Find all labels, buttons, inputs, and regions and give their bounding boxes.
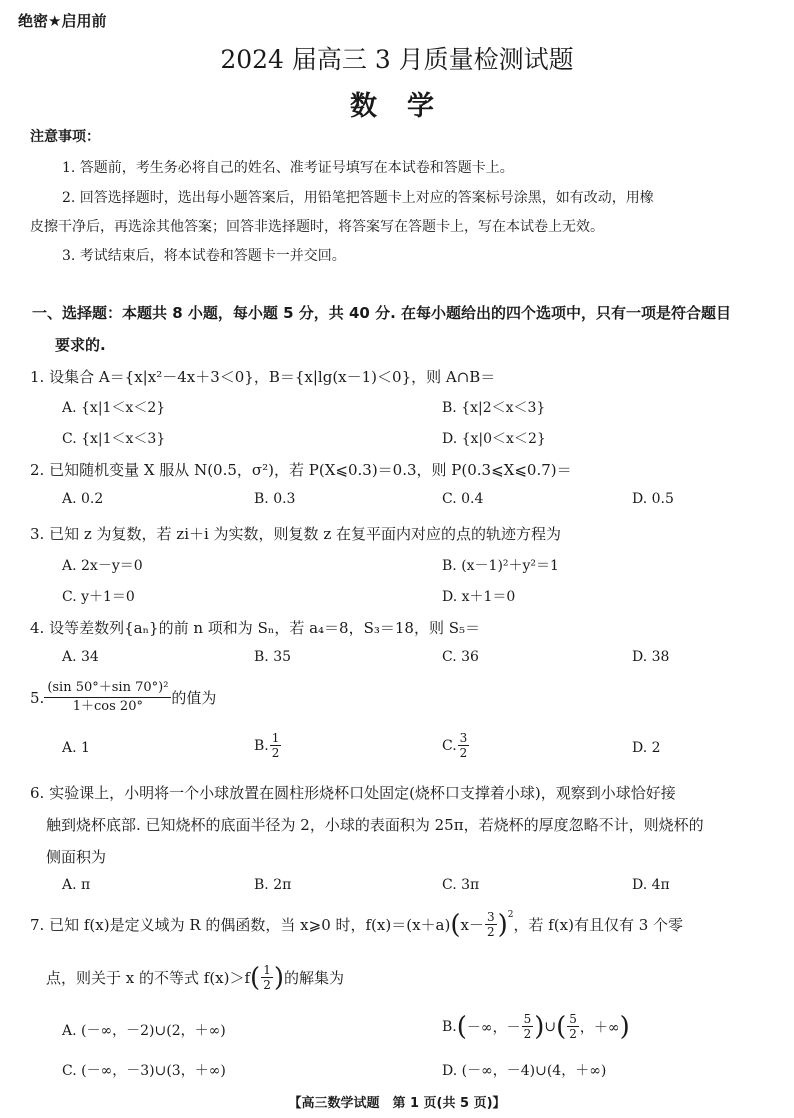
q1-option-d: D. {x|0＜x＜2} — [442, 431, 546, 447]
q6-option-b: B. 2π — [254, 877, 292, 893]
q5-option-d: D. 2 — [632, 740, 661, 756]
q5-b-num: 1 — [271, 731, 280, 745]
q7-left-paren: ( — [450, 909, 461, 940]
q7-right-paren: ) — [497, 909, 508, 940]
q7-b-part2: ，＋∞ — [579, 1019, 620, 1036]
q7-fraction-1-2 — [261, 963, 273, 992]
q5-number: 5. — [30, 688, 45, 707]
q6-option-d: D. 4π — [632, 877, 670, 893]
q5-fraction — [44, 679, 171, 716]
q7-b-den1: 2 — [523, 1027, 532, 1041]
q7-line1-a: 7. 已知 f(x)是定义域为 R 的偶函数，当 x⩾0 时，f(x)＝(x＋a) — [30, 916, 451, 934]
q5-numerator: (sin 50°＋sin 70°)² — [44, 679, 171, 698]
q7-b-frac-1 — [522, 1012, 534, 1041]
subject-title: 数学 — [350, 91, 464, 122]
q7-b-paren-1: ( — [456, 1011, 467, 1042]
q7-line1-inner: x－ — [460, 916, 484, 934]
q4-option-b: B. 35 — [254, 649, 292, 665]
q4-option-a: A. 34 — [62, 649, 99, 665]
question-6-line-2: 触到烧杯底部. 已知烧杯的底面半径为 2，小球的表面积为 25π，若烧杯的厚度忽略不计，则烧杯的 — [46, 816, 704, 834]
question-2-stem: 2. 已知随机变量 X 服从 N(0.5，σ²)，若 P(X⩽0.3)＝0.3，则 P(0.3⩽X⩽0.7)＝ — [30, 461, 572, 479]
q7-paren-r2: ) — [273, 962, 284, 993]
notice-item-1: 1. 答题前，考生务必将自己的姓名、准考证号填写在本试卷和答题卡上。 — [62, 160, 514, 176]
q5-c-num: 3 — [459, 731, 468, 745]
question-7-line-2 — [46, 963, 344, 992]
q7-option-a: A. (－∞，－2)∪(2，＋∞) — [62, 1023, 226, 1039]
q7-b-paren-3: ( — [556, 1011, 567, 1042]
q4-option-c: C. 36 — [442, 649, 479, 665]
q7-b-num2: 5 — [569, 1012, 577, 1026]
question-6-line-1: 6. 实验课上，小明将一个小球放置在圆柱形烧杯口处固定(烧杯口支撑着小球)，观察到小球恰好接 — [30, 784, 676, 802]
q2-option-c: C. 0.4 — [442, 491, 484, 507]
q7-b-part1: －∞，－ — [466, 1019, 521, 1036]
q7-f1-num: 3 — [486, 910, 495, 924]
question-7-line-1: 7. 已知 f(x)是定义域为 R 的偶函数，当 x⩾0 时，f(x)＝(x＋a) ( x－ $\frac{3}{2}$ ) $^2$ ，若 f(x)有且仅有 3 个零 — [30, 909, 684, 940]
q1-option-c: C. {x|1＜x＜3} — [62, 431, 166, 447]
notice-item-2a: 2. 回答选择题时，选出每小题答案后，用铅笔把答题卡上对应的答案标号涂黑，如有改动，用橡 — [62, 190, 654, 206]
notice-item-3: 3. 考试结束后，将本试卷和答题卡一并交回。 — [62, 248, 346, 264]
q5-denominator: 1＋cos 20° — [72, 699, 143, 714]
q5-c-den: 2 — [459, 746, 468, 760]
q7-b-paren-2: ) — [534, 1011, 545, 1042]
q6-option-c: C. 3π — [442, 877, 480, 893]
q7-option-d: D. (－∞，－4)∪(4，＋∞) — [442, 1063, 607, 1079]
page-footer: 【高三数学试题 第 1 页(共 5 页)】 — [288, 1096, 506, 1111]
q5-option-c-fraction — [458, 731, 470, 760]
q7-line2-a: 点，则关于 x 的不等式 f(x)＞f — [46, 969, 251, 987]
q7-option-c: C. (－∞，－3)∪(3，＋∞) — [62, 1063, 226, 1079]
q7-f2-num: 1 — [263, 963, 271, 977]
confidential-label: 绝密★启用前 — [18, 12, 107, 30]
q5-option-a: A. 1 — [62, 740, 90, 756]
notice-heading: 注意事项： — [30, 129, 100, 145]
q2-option-d: D. 0.5 — [632, 491, 674, 507]
q7-b-union: ∪ — [544, 1018, 557, 1035]
q7-b-prefix: B. — [442, 1018, 457, 1035]
question-6-line-3: 侧面积为 — [46, 848, 107, 866]
q5-option-b — [254, 731, 282, 760]
q7-f2-den: 2 — [263, 978, 271, 992]
q7-fraction-3-2 — [485, 910, 497, 939]
notice-item-2b: 皮擦干净后，再选涂其他答案；回答非选择题时，将答案写在答题卡上，写在本试卷上无效。 — [30, 219, 604, 235]
q3-option-d: D. x＋1＝0 — [442, 589, 516, 605]
q6-option-a: A. π — [62, 877, 91, 893]
q7-b-frac-2 — [567, 1012, 579, 1041]
section-heading: 一、选择题：本题共 8 小题，每小题 5 分，共 40 分. 在每小题给出的四个选项中，只有一项是符合题目 — [32, 304, 732, 322]
q7-paren-l2: ( — [250, 962, 261, 993]
q7-line1-c: ，若 f(x)有且仅有 3 个零 — [513, 916, 684, 934]
q7-b-paren-4: ) — [619, 1011, 630, 1042]
q1-option-a: A. {x|1＜x＜2} — [62, 400, 166, 416]
q7-b-num1: 5 — [523, 1012, 532, 1026]
q5-option-c — [442, 731, 470, 760]
q3-option-b: B. (x－1)²＋y²＝1 — [442, 558, 559, 574]
q5-option-b-prefix: B. — [254, 737, 269, 754]
q1-option-b: B. {x|2＜x＜3} — [442, 400, 546, 416]
q5-option-c-prefix: C. — [442, 737, 457, 754]
q4-option-d: D. 38 — [632, 649, 670, 665]
q2-option-b: B. 0.3 — [254, 491, 296, 507]
exam-title: 2024 届高三 3 月质量检测试题 — [220, 45, 574, 74]
q5-b-den: 2 — [271, 746, 280, 760]
question-4-stem: 4. 设等差数列{aₙ}的前 n 项和为 Sₙ，若 a₄＝8，S₃＝18，则 S₅＝ — [30, 619, 481, 637]
q5-tail: 的值为 — [171, 689, 217, 707]
q3-option-c: C. y＋1＝0 — [62, 589, 135, 605]
question-3-stem: 3. 已知 z 为复数，若 zi＋i 为实数，则复数 z 在复平面内对应的点的轨迹方程为 — [30, 525, 561, 543]
q3-option-a: A. 2x－y＝0 — [62, 558, 143, 574]
q5-option-b-fraction — [270, 731, 282, 760]
q7-b-den2: 2 — [569, 1027, 577, 1041]
q7-option-b — [442, 1012, 630, 1041]
question-1-stem: 1. 设集合 A＝{x|x²－4x＋3＜0}，B＝{x|lg(x－1)＜0}，则 A∩B＝ — [30, 368, 496, 386]
q7-line2-b: 的解集为 — [284, 969, 345, 987]
q2-option-a: A. 0.2 — [62, 491, 104, 507]
question-5-stem — [30, 679, 216, 716]
q7-f1-den: 2 — [486, 925, 495, 939]
section-heading-cont: 要求的. — [55, 336, 106, 354]
